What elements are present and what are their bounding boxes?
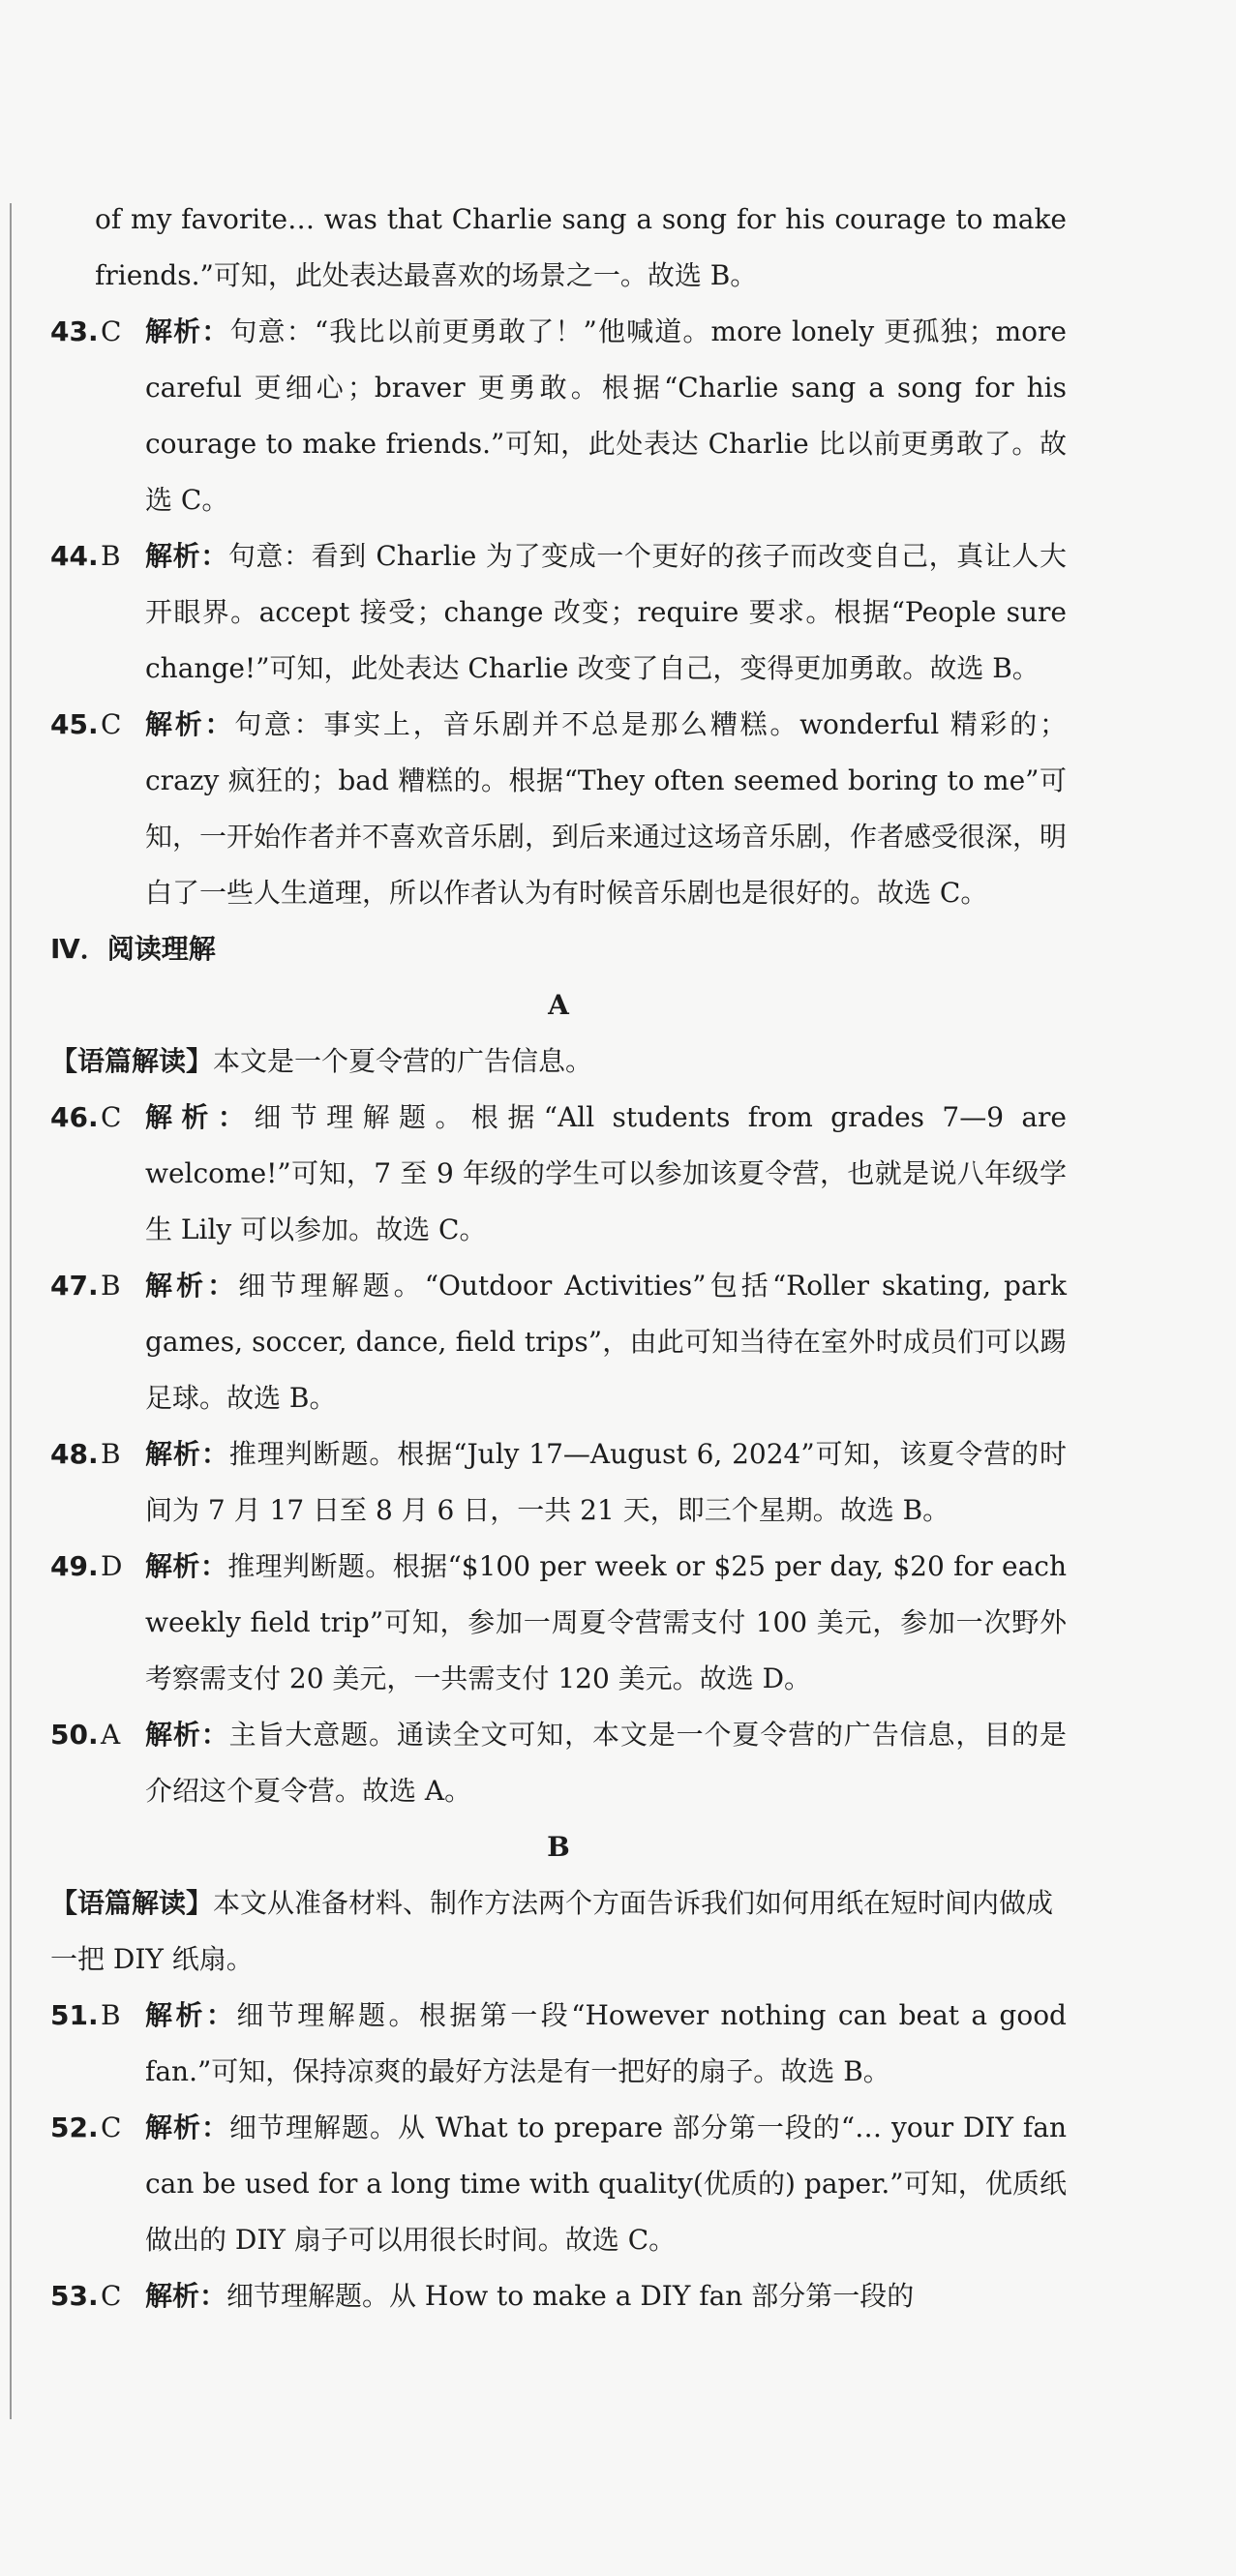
explanation-text: 推理判断题。根据“$100 per week or $25 per day, $20 for each weekly field trip”可知，参加一周夏令营需支付 100 美元，参加一次野外考察需支付 20 美元，一共需支付 120 美元。故选 D。 [145,1550,1067,1694]
explanation-label: 解析： [145,1101,255,1133]
explanation-label: 解析： [145,2280,227,2312]
explanation-text: 句意：看到 Charlie 为了变成一个更好的孩子而改变自己，真让人大开眼界。accept 接受；change 改变；require 要求。根据“People sure change!”可知，此处表达 Charlie 改变了自己，变得更加勇敢。故选 B。 [145,540,1067,684]
part-b-title: B [547,1831,570,1863]
part-a-title: A [548,989,569,1021]
item-explanation [145,2268,1067,2324]
explanation-label: 解析： [145,1999,237,2031]
item-explanation [145,697,1067,921]
item-number: 51. [50,1999,99,2031]
answer-item-53 [50,2268,1067,2324]
answer-item-45 [50,697,1067,921]
answer-item-44 [50,528,1067,697]
explanation-label: 解析： [145,2112,229,2143]
item-answer: B [101,540,121,572]
explanation-text: 细节理解题。根据第一段“However nothing can beat a good fan.”可知，保持凉爽的最好方法是有一把好的扇子。故选 B。 [145,1999,1067,2087]
intro-text: 本文是一个夏令营的广告信息。 [213,1045,593,1077]
item-number: 43. [50,315,99,347]
item-answer: A [101,1719,121,1751]
explanation-text: 细节理解题。从 How to make a DIY fan 部分第一段的 [226,2280,915,2312]
answer-item-49 [50,1539,1067,1707]
item-answer: B [101,1270,121,1302]
item-number: 52. [50,2112,99,2143]
intro-tag: 【语篇解读】 [50,1887,214,1919]
item-answer: C [101,315,122,347]
explanation-text: 句意：事实上，音乐剧并不总是那么糟糕。wonderful 精彩的；crazy 疯狂的；bad 糟糕的。根据“They often seemed boring to me”可知，一开始作者并不喜欢音乐剧，到后来通过这场音乐剧，作者感受很深，明白了一些人生道理，所以作者认为有时候音乐剧也是很好的。故选 C。 [145,708,1068,909]
item-explanation [145,304,1067,528]
part-a-items [50,1090,1067,1819]
answer-content [50,192,1067,2324]
explanation-text: 推理判断题。根据“July 17—August 6, 2024”可知，该夏令营的时间为 7 月 17 日至 8 月 6 日，一共 21 天，即三个星期。故选 B。 [145,1438,1067,1526]
item-number: 46. [50,1101,99,1133]
item-answer: B [101,1999,121,2031]
item-number: 50. [50,1719,99,1751]
item-number: 47. [50,1270,99,1302]
section-title: Ⅳ．阅读理解 [50,933,216,965]
explanation-label: 解析： [145,708,235,740]
part-b-items [50,1988,1067,2324]
item-explanation [145,2100,1067,2268]
item-explanation [145,1988,1067,2100]
explanation-text: 主旨大意题。通读全文可知，本文是一个夏令营的广告信息，目的是介绍这个夏令营。故选 A。 [145,1719,1067,1807]
item-explanation [145,1258,1067,1426]
item-explanation [145,528,1067,697]
intro-tag: 【语篇解读】 [50,1045,214,1077]
item-number: 48. [50,1438,99,1470]
item-number: 45. [50,708,99,740]
item-number: 49. [50,1550,99,1582]
answer-item-50 [50,1707,1067,1819]
item-answer: B [101,1438,121,1470]
part-a-intro [50,1033,1067,1090]
item-answer: C [101,2112,122,2143]
explanation-text: 细节理解题。“Outdoor Activities”包括“Roller skating, park games, soccer, dance, field trips”，由此可知当待在室外时成员们可以踢足球。故选 B。 [145,1270,1067,1414]
explanation-label: 解析： [145,540,228,572]
part-b-intro [50,1875,1067,1988]
answer-item-48 [50,1426,1067,1539]
explanation-text: 句意：“我比以前更勇敢了！”他喊道。more lonely 更孤独；more careful 更细心；braver 更勇敢。根据“Charlie sang a song for his courage to make friends.”可知，此处表达 Charlie 比以前更勇敢了。故选 C。 [145,315,1067,516]
answer-item-47 [50,1258,1067,1426]
explanation-label: 解析： [145,315,230,347]
explanation-text: 细节理解题。根据“All students from grades 7—9 are welcome!”可知，7 至 9 年级的学生可以参加该夏令营，也就是说八年级学生 Lily 可以参加。故选 C。 [145,1101,1067,1245]
item-number: 53. [50,2280,99,2312]
explanation-label: 解析： [145,1270,239,1302]
item-answer: C [101,1101,122,1133]
item-explanation [145,1090,1067,1258]
answer-item-52 [50,2100,1067,2268]
answer-item-46 [50,1090,1067,1258]
explanation-text: 细节理解题。从 What to prepare 部分第一段的“… your DIY fan can be used for a long time with quality(优质的) paper.”可知，优质纸做出的 DIY 扇子可以用很长时间。故选 C。 [145,2112,1067,2256]
item-answer: C [101,2280,122,2312]
explanation-label: 解析： [145,1550,228,1582]
answer-item-43 [50,304,1067,528]
item-explanation [145,1539,1067,1707]
items-group-1 [50,304,1067,921]
explanation-label: 解析： [145,1438,229,1470]
item-answer: C [101,708,122,740]
continuation-text: of my favorite… was that Charlie sang a song for his courage to make friends.”可知，此处表达最喜欢的场景之一。故选 B。 [95,203,1067,291]
item-answer: D [101,1550,123,1582]
explanation-label: 解析： [145,1719,229,1751]
margin-rule [10,203,12,2419]
item-explanation [145,1707,1067,1819]
item-explanation [145,1426,1067,1539]
answer-item-51 [50,1988,1067,2100]
intro-text: 本文从准备材料、制作方法两个方面告诉我们如何用纸在短时间内做成一把 DIY 纸扇。 [50,1887,1054,1975]
item-number: 44. [50,540,99,572]
